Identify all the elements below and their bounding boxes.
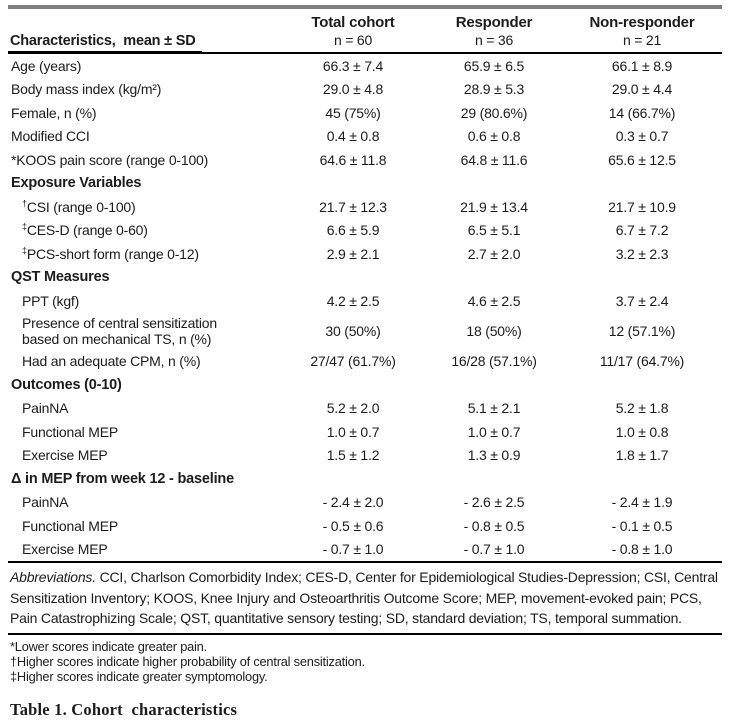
cell-value: 16/28 (57.1%): [451, 353, 537, 370]
row-label: [8, 541, 280, 557]
abbreviations-lead: Abbreviations.: [10, 569, 96, 585]
table-container: [8, 9, 722, 720]
row-label-text: CSI (range 0-100): [26, 198, 136, 215]
cell-value: 11/17 (64.7%): [599, 353, 685, 370]
row-label-text: Body mass index (kg/m²): [11, 81, 162, 98]
cell-value: 64.8 ± 11.6: [460, 151, 528, 168]
row-label-text: Had an adequate CPM, n (%): [22, 353, 201, 370]
row-label-text: Female, n (%): [11, 104, 97, 121]
row-label-text: Δ in MEP from week 12 - baseline: [11, 470, 234, 487]
row-label: [8, 377, 280, 393]
cell-value: - 0.8 ± 1.0: [611, 541, 673, 558]
cell-value: 28.9 ± 5.3: [463, 81, 525, 98]
row-label: [8, 315, 280, 347]
cell-value: - 0.5 ± 0.6: [322, 517, 384, 534]
abbreviations-note: [8, 561, 722, 633]
cell-value: 30 (50%): [325, 323, 381, 339]
section-row: [8, 467, 722, 491]
row-label: [8, 494, 280, 510]
row-label-text: PainNA: [22, 400, 69, 417]
table-row: [8, 125, 722, 149]
cell-value: 21.7 ± 12.3: [319, 198, 387, 215]
cell-value: 64.6 ± 11.8: [319, 151, 387, 168]
cell-value: 0.6 ± 0.8: [467, 128, 521, 145]
row-label: [8, 222, 280, 238]
row-label-text: Age (years): [11, 57, 82, 74]
cell-value: 2.9 ± 2.1: [326, 245, 380, 262]
header-col-responder: [426, 13, 562, 52]
cell-value: 1.0 ± 0.7: [467, 423, 521, 440]
row-label-text: PainNA: [22, 494, 69, 511]
cell-value: 1.5 ± 1.2: [326, 447, 380, 464]
cell-value: 5.2 ± 1.8: [615, 400, 669, 417]
cell-value: 6.7 ± 7.2: [615, 222, 669, 239]
cell-value: - 0.7 ± 1.0: [463, 541, 525, 558]
row-label: [8, 471, 280, 487]
table-row: [8, 195, 722, 219]
row-label-text: Exposure Variables: [11, 175, 142, 192]
cell-value: 0.3 ± 0.7: [615, 128, 669, 145]
row-label: [8, 400, 280, 416]
row-label: [8, 128, 280, 144]
cell-value: 29.0 ± 4.4: [611, 81, 673, 98]
table-caption: Table 1. Cohort characteristics: [10, 699, 238, 719]
row-label-text: Presence of central sensitization: [22, 315, 217, 331]
footnote-asterisk: *Lower scores indicate greater pain.: [10, 638, 207, 654]
column-title: Responder: [455, 14, 533, 31]
cell-value: 21.9 ± 13.4: [460, 198, 528, 215]
header-col-non-responder: [562, 13, 722, 52]
table-row: [8, 148, 722, 172]
row-label: [8, 353, 280, 369]
row-label-text: Exercise MEP: [22, 541, 108, 558]
row-label: [8, 199, 280, 215]
table-row: [8, 420, 722, 444]
section-row: [8, 266, 722, 290]
table-row: [8, 101, 722, 125]
cell-value: 18 (50%): [466, 323, 522, 339]
footnote-marker: †: [22, 198, 27, 209]
cell-value: 0.4 ± 0.8: [326, 128, 380, 145]
table-header: [8, 9, 722, 54]
row-label: [8, 269, 280, 285]
cell-value: 6.5 ± 5.1: [467, 222, 521, 239]
row-label-text: *KOOS pain score (range 0-100): [11, 151, 209, 168]
cell-value: 65.6 ± 12.5: [608, 151, 676, 168]
table-row: [8, 54, 722, 78]
cell-value: 4.2 ± 2.5: [326, 292, 380, 309]
table-row: [8, 289, 722, 313]
table-row: [8, 242, 722, 266]
cell-value: 1.3 ± 0.9: [467, 447, 521, 464]
column-title: Non-responder: [589, 14, 695, 31]
row-label-text: Modified CCI: [11, 128, 90, 145]
section-row: [8, 172, 722, 196]
row-label-text: CES-D (range 0-60): [26, 222, 148, 239]
cell-value: 21.7 ± 10.9: [608, 198, 676, 215]
row-label-text: Functional MEP: [22, 423, 119, 440]
row-label: [8, 58, 280, 74]
row-label: [8, 246, 280, 262]
row-label-text: Outcomes (0-10): [11, 376, 122, 393]
cell-value: 1.0 ± 0.7: [326, 423, 380, 440]
footnote-marker: ‡: [22, 245, 27, 256]
table-row: [8, 78, 722, 102]
cell-value: - 2.4 ± 1.9: [611, 494, 673, 511]
cell-value: 6.6 ± 5.9: [326, 222, 380, 239]
footnote-double-dagger: ‡Higher scores indicate greater symptomology.: [10, 668, 268, 684]
cell-value: 65.9 ± 6.5: [463, 57, 525, 74]
cell-value: 66.1 ± 8.9: [611, 57, 673, 74]
cell-value: 4.6 ± 2.5: [467, 292, 521, 309]
column-title: Total cohort: [311, 14, 395, 31]
table-row: [8, 397, 722, 421]
column-n: n = 21: [622, 32, 662, 48]
cell-value: - 2.4 ± 2.0: [322, 494, 384, 511]
table-row: [8, 538, 722, 562]
cell-value: - 2.6 ± 2.5: [463, 494, 525, 511]
table-row: [8, 219, 722, 243]
cell-value: - 0.1 ± 0.5: [611, 517, 673, 534]
cell-value: 45 (75%): [325, 104, 381, 121]
cell-value: 3.7 ± 2.4: [615, 292, 669, 309]
cell-value: 2.7 ± 2.0: [467, 245, 521, 262]
cell-value: 1.8 ± 1.7: [615, 447, 669, 464]
row-label: [8, 518, 280, 534]
footnote-marker: ‡: [22, 221, 27, 232]
column-n: n = 60: [333, 32, 373, 48]
row-label: [8, 293, 280, 309]
row-label: [8, 175, 280, 191]
header-characteristics-label: Characteristics, mean ± SD: [8, 33, 202, 53]
row-label-text: Functional MEP: [22, 517, 119, 534]
header-col-total-cohort: [280, 13, 426, 52]
section-row: [8, 373, 722, 397]
column-n: n = 36: [474, 32, 514, 48]
cell-value: 27/47 (61.7%): [310, 353, 396, 370]
table-row: [8, 444, 722, 468]
cell-value: 29.0 ± 4.8: [322, 81, 384, 98]
cell-value: - 0.8 ± 0.5: [463, 517, 525, 534]
row-label-text: Exercise MEP: [22, 447, 108, 464]
cell-value: - 0.7 ± 1.0: [322, 541, 384, 558]
cell-value: 3.2 ± 2.3: [615, 245, 669, 262]
cell-value: 14 (66.7%): [608, 104, 676, 121]
table-row: [8, 350, 722, 374]
abbreviations-text: CCI, Charlson Comorbidity Index; CES-D, Center for Epidemiological Studies-Depression; CSI, Central Sensitization Inventory; KOOS, Knee Injury and Osteoarthritis Outcome Score; MEP, movement-evoked pain; PCS, Pain Catastrophizing Scale; QST, quantitative sensory testing; SD, standard deviation; TS, temporal summation.: [10, 569, 718, 626]
cell-value: 1.0 ± 0.8: [615, 423, 669, 440]
row-label-text: QST Measures: [11, 269, 110, 286]
cell-value: 5.2 ± 2.0: [326, 400, 380, 417]
row-label-text: PPT (kgf): [22, 292, 80, 309]
row-label: [8, 105, 280, 121]
table-row: [8, 491, 722, 515]
row-label: [8, 447, 280, 463]
table-row: [8, 514, 722, 538]
cell-value: 12 (57.1%): [608, 323, 676, 339]
cell-value: 29 (80.6%): [460, 104, 528, 121]
footnotes: [8, 633, 722, 684]
row-label-text-line2: based on mechanical TS, n (%): [22, 331, 212, 347]
row-label: [8, 81, 280, 97]
row-label-text: PCS-short form (range 0-12): [26, 245, 199, 262]
footnote-dagger: †Higher scores indicate higher probability of central sensitization.: [10, 653, 365, 669]
row-label: [8, 424, 280, 440]
table-row: [8, 313, 722, 350]
cell-value: 5.1 ± 2.1: [467, 400, 521, 417]
table-body: [8, 54, 722, 561]
cell-value: 66.3 ± 7.4: [322, 57, 384, 74]
row-label: [8, 152, 280, 168]
